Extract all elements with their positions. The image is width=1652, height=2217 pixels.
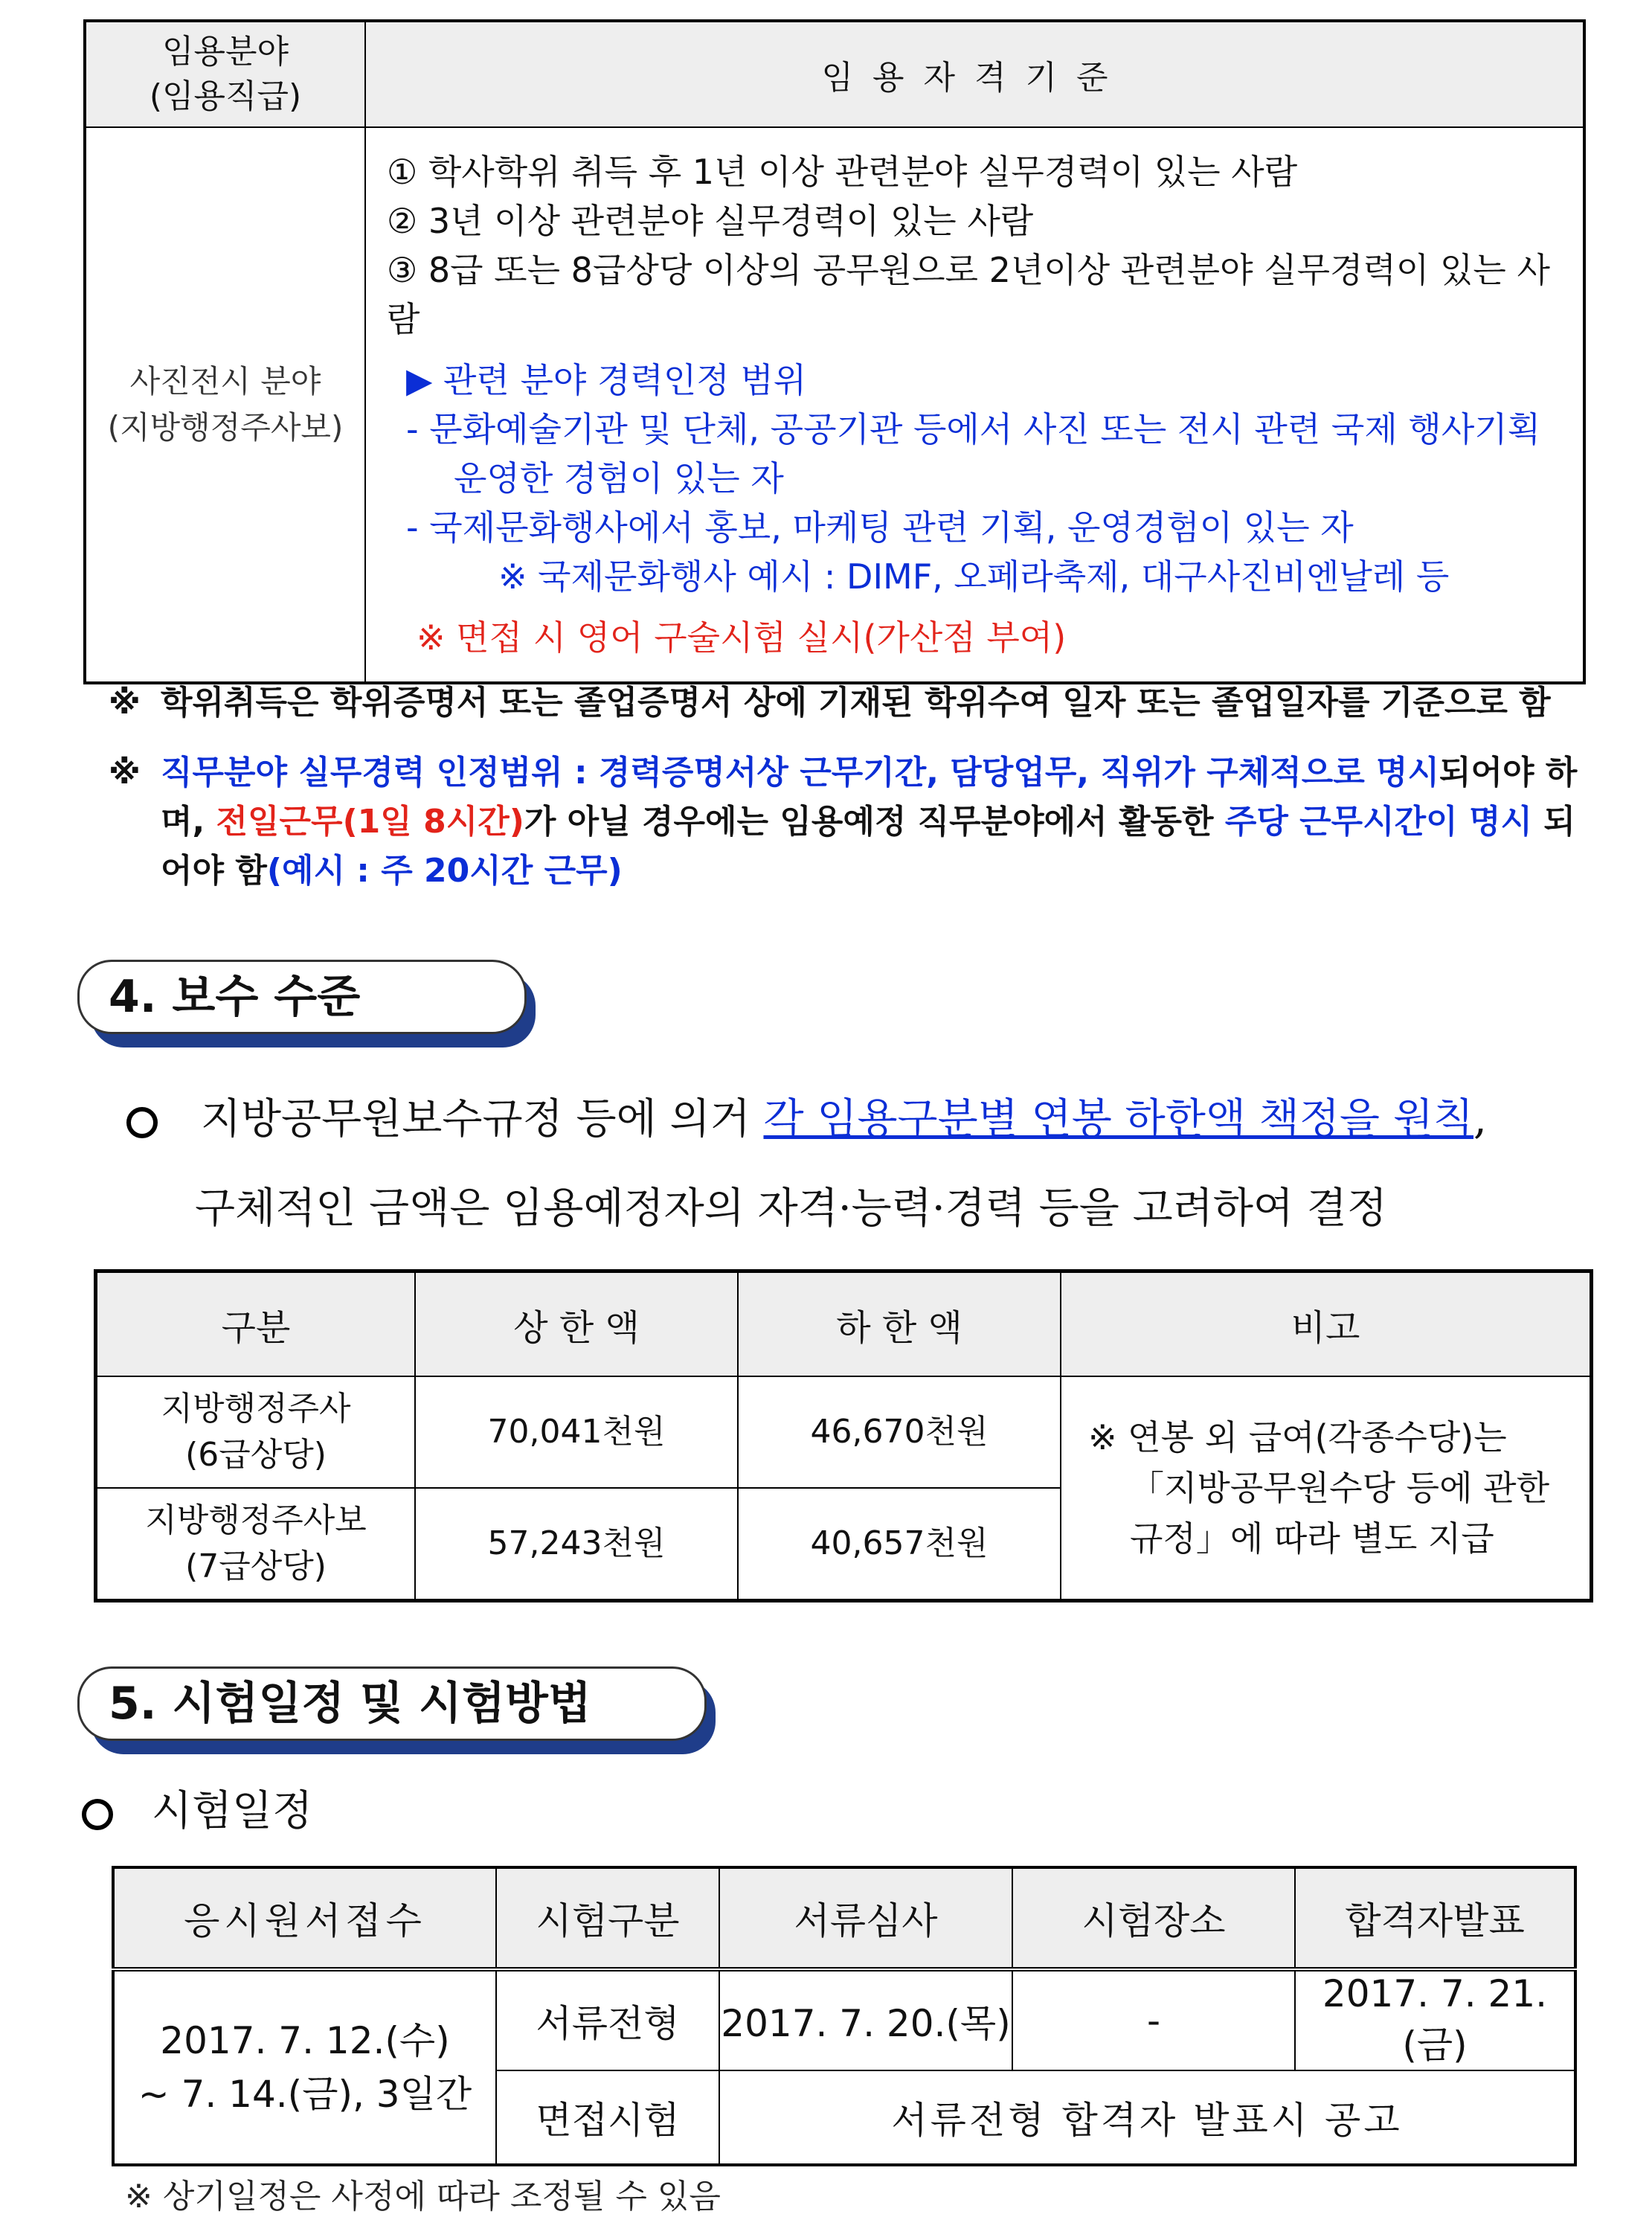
range-item: - 국제문화행사에서 홍보, 마케팅 관련 기획, 운영경험이 있는 자	[406, 507, 1354, 548]
salary-paragraph: 지방공무원보수규정 등에 의거 각 임용구분별 연봉 하한액 책정을 원칙,	[126, 1094, 1614, 1146]
schedule-header: 시험장소	[1012, 1867, 1295, 1969]
announce-date: 2017. 7. 21.(금)	[1295, 1969, 1575, 2070]
section4-title: 4. 보수 수준	[109, 971, 361, 1023]
salary-upper: 57,243천원	[415, 1488, 738, 1601]
range-example: ※ 국제문화행사 예시 : DIMF, 오페라축제, 대구사진비엔날레 등	[498, 556, 1450, 597]
salary-grade: 지방행정주사 (6급상당)	[96, 1376, 416, 1488]
salary-header: 구분	[96, 1271, 416, 1377]
qualification-table	[83, 19, 1586, 684]
qual-header-criteria: 임용자격기준	[365, 21, 1584, 127]
circle-bullet-icon	[82, 1799, 113, 1830]
section5-title: 5. 시험일정 및 시험방법	[109, 1678, 591, 1730]
exam-type: 면접시험	[496, 2070, 719, 2165]
table-row	[96, 1376, 1592, 1488]
range-item-cont: 운영한 경험이 있는 자	[454, 458, 784, 498]
application-period: 2017. 7. 12.(수) ~ 7. 14.(금), 3일간	[113, 1969, 496, 2165]
schedule-header: 서류심사	[719, 1867, 1012, 1969]
qual-criteria-cell	[365, 127, 1584, 683]
criteria-item: ① 학사학위 취득 후 1년 이상 관련분야 실무경력이 있는 사람	[387, 152, 1298, 192]
salary-paragraph-cont: 구체적인 금액은 임용예정자의 자격·능력·경력 등을 고려하여 결정	[195, 1184, 1387, 1233]
section5-header	[77, 1666, 707, 1741]
salary-remark: ※ 연봉 외 급여(각종수당)는 「지방공무원수당 등에 관한 규정」에 따라 별도 지급	[1061, 1376, 1592, 1601]
interview-schedule-note: 서류전형 합격자 발표시 공고	[719, 2070, 1575, 2165]
salary-header: 상 한 액	[415, 1271, 738, 1377]
note-mark: ※	[109, 754, 141, 792]
note-mark: ※	[109, 684, 141, 722]
table-row	[113, 1969, 1575, 2070]
salary-header: 하 한 액	[738, 1271, 1061, 1377]
schedule-header: 응시원서접수	[113, 1867, 496, 1969]
exam-type: 서류전형	[496, 1969, 719, 2070]
section4-header	[77, 960, 527, 1034]
salary-upper: 70,041천원	[415, 1376, 738, 1488]
exam-place: -	[1012, 1969, 1295, 2070]
range-title: ▶ 관련 분야 경력인정 범위	[406, 360, 807, 400]
schedule-table	[112, 1866, 1577, 2166]
salary-table	[94, 1269, 1593, 1602]
schedule-header: 시험구분	[496, 1867, 719, 1969]
criteria-item: ② 3년 이상 관련분야 실무경력이 있는 사람	[387, 201, 1034, 241]
range-item: - 문화예술기관 및 단체, 공공기관 등에서 사진 또는 전시 관련 국제 행사기획	[406, 409, 1541, 449]
qual-header-field: 임용분야 (임용직급)	[85, 21, 365, 127]
salary-lower: 46,670천원	[738, 1376, 1061, 1488]
salary-header: 비고	[1061, 1271, 1592, 1377]
qual-field-cell: 사진전시 분야 (지방행정주사보)	[85, 127, 365, 683]
interview-note: ※ 면접 시 영어 구술시험 실시(가산점 부여)	[417, 617, 1067, 658]
circle-bullet-icon	[126, 1107, 158, 1138]
schedule-header: 합격자발표	[1295, 1867, 1575, 1969]
note-degree: ※ 학위취득은 학위증명서 또는 졸업증명서 상에 기재된 학위수여 일자 또는 졸업일자를 기준으로 함	[109, 678, 1589, 728]
salary-grade: 지방행정주사보 (7급상당)	[96, 1488, 416, 1601]
note-experience: ※ 직무분야 실무경력 인정범위 : 경력증명서상 근무기간, 담당업무, 직위가 구체적으로 명시되어야 하며, 전일근무(1일 8시간)가 아닐 경우에는 임용예정 직무분야에서 활동한 주당 근무시간이 명시 되어야 함(예시 : 주 20시간 근무)	[109, 748, 1589, 896]
salary-lower: 40,657천원	[738, 1488, 1061, 1601]
criteria-item: ③ 8급 또는 8급상당 이상의 공무원으로 2년이상 관련분야 실무경력이 있는 사람	[387, 250, 1550, 339]
schedule-subheading: 시험일정	[82, 1786, 312, 1838]
footer-note: ※ 상기일정은 사정에 따라 조정될 수 있음	[125, 2178, 721, 2216]
doc-review-date: 2017. 7. 20.(목)	[719, 1969, 1012, 2070]
